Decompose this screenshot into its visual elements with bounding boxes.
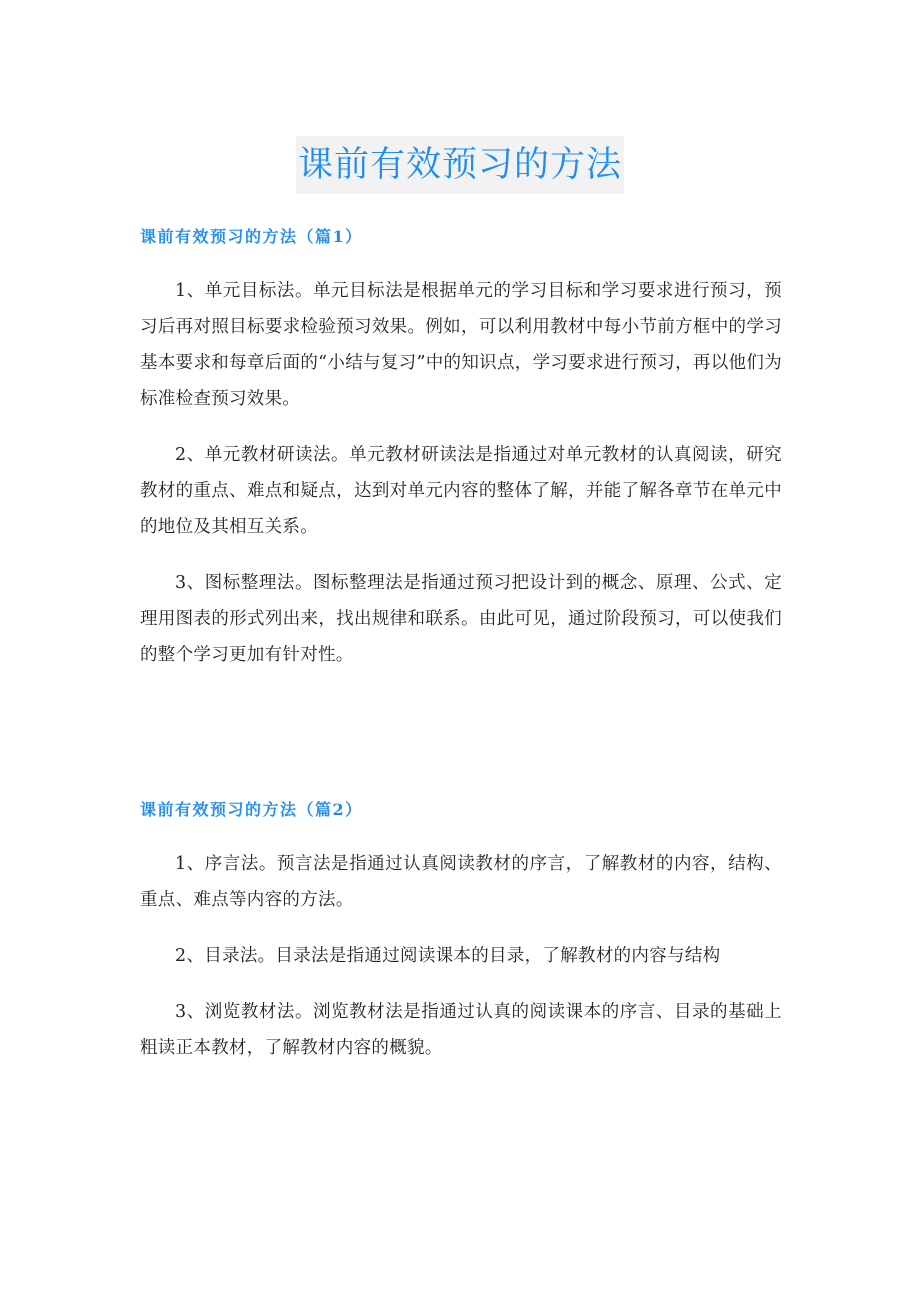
section-heading: 课前有效预习的方法（篇2） xyxy=(140,800,363,819)
paragraph: 2、目录法。目录法是指通过阅读课本的目录，了解教材的内容与结构 xyxy=(175,946,721,966)
paragraph: 2、单元教材研读法。单元教材研读法是指通过对单元教材的认真阅读，研究教材的重点、难点和疑点，达到对单元内容的整体了解，并能了解各章节在单元中的地位及其相互关系。 xyxy=(140,445,782,537)
section-1 xyxy=(140,225,782,673)
section-2 xyxy=(140,798,782,1066)
paragraph: 3、浏览教材法。浏览教材法是指通过认真的阅读课本的序言、目录的基础上粗读正本教材，了解教材内容的概貌。 xyxy=(140,1002,782,1058)
paragraph: 1、序言法。预言法是指通过认真阅读教材的序言，了解教材的内容，结构、重点、难点等内容的方法。 xyxy=(140,854,782,910)
title-container xyxy=(0,136,920,194)
document-title: 课前有效预习的方法 xyxy=(296,136,624,194)
paragraph: 3、图标整理法。图标整理法是指通过预习把设计到的概念、原理、公式、定理用图表的形式列出来，找出规律和联系。由此可见，通过阶段预习，可以使我们的整个学习更加有针对性。 xyxy=(140,573,782,665)
section-heading: 课前有效预习的方法（篇1） xyxy=(140,227,363,246)
paragraph: 1、单元目标法。单元目标法是根据单元的学习目标和学习要求进行预习，预习后再对照目标要求检验预习效果。例如，可以利用教材中每小节前方框中的学习基本要求和每章后面的“小结与复习”中的知识点，学习要求进行预习，再以他们为标准检查预习效果。 xyxy=(140,281,782,409)
